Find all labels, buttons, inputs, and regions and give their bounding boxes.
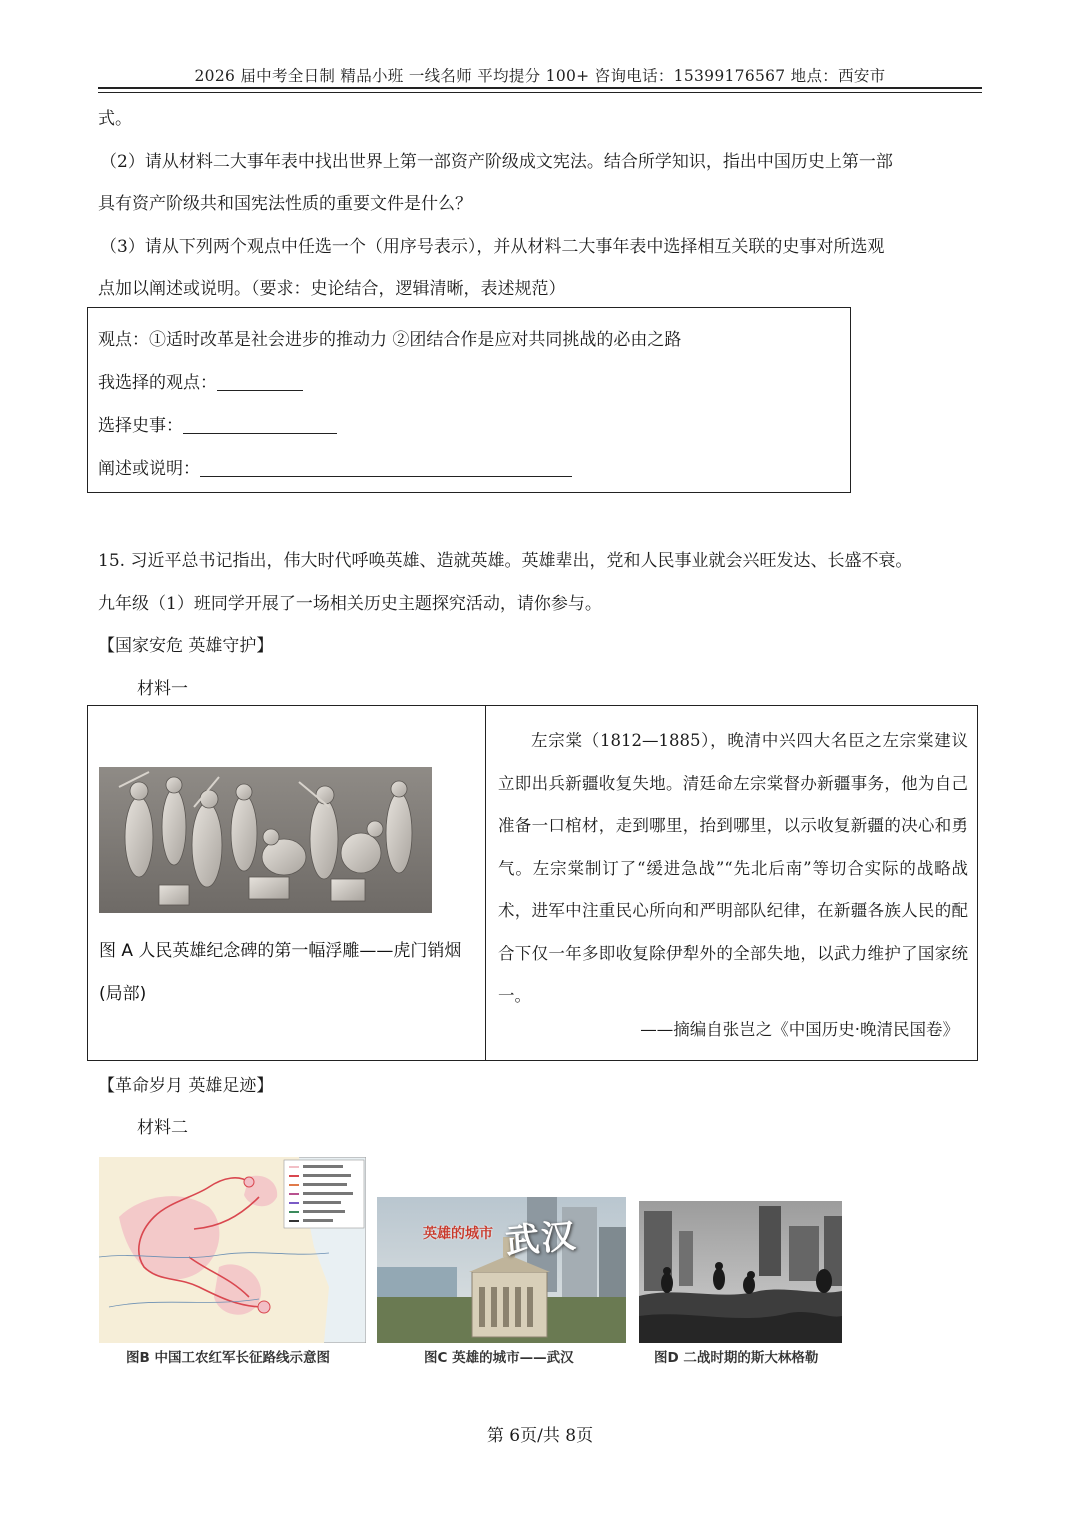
explain-blank[interactable]	[200, 459, 572, 477]
header-rule-thin	[98, 92, 982, 93]
figure-d-caption: 图D 二战时期的斯大林格勒	[654, 1350, 819, 1366]
choice-blank[interactable]	[217, 373, 303, 391]
explain-row	[98, 454, 572, 479]
answer-box	[87, 307, 851, 493]
q14-part2-line1: （2）请从材料二大事年表中找出世界上第一部资产阶级成文宪法。结合所学知识，指出中国历史上第一部	[100, 152, 893, 172]
zuo-zongtang-text	[498, 720, 968, 1018]
q14-part2-line2: 具有资产阶级共和国宪法性质的重要文件是什么？	[98, 194, 472, 214]
page-footer: 第 6页/共 8页	[486, 1426, 594, 1446]
zuo-source: ——摘编自张岂之《中国历史·晚清民国卷》	[640, 1020, 959, 1039]
figure-b-caption: 图B 中国工农红军长征路线示意图	[126, 1350, 330, 1366]
event-label: 选择史事：	[98, 416, 183, 436]
section-heading-2: 【革命岁月 英雄足迹】	[98, 1076, 274, 1096]
q15-intro-line2: 九年级（1）班同学开展了一场相关历史主题探究活动，请你参与。	[98, 594, 602, 614]
choice-row	[98, 368, 303, 393]
material-1-label: 材料一	[137, 679, 188, 699]
q15-intro-line1: 15. 习近平总书记指出，伟大时代呼唤英雄、造就英雄。英雄辈出，党和人民事业就会兴旺发达、长盛不衰。	[98, 551, 913, 571]
wuhan-overlay-text: 英雄的城市	[423, 1226, 493, 1242]
wuhan-image	[377, 1197, 626, 1343]
page-header: 2026 届中考全日制 精品小班 一线名师 平均提分 100+ 咨询电话：15399176567 地点：西安市	[194, 67, 886, 85]
header-rule	[98, 87, 982, 89]
table-divider	[485, 706, 486, 1060]
zuo-paragraph: 左宗棠（1812—1885），晚清中兴四大名臣之左宗棠建议立即出兵新疆收复失地。清廷命左宗棠督办新疆事务，他为自己准备一口棺材，走到哪里，抬到哪里，以示收复新疆的决心和勇气。左宗棠制订了“缓进急战”“先北后南”等切合实际的战略战术，进军中注重民心所向和严明部队纪律，在新疆各族人民的配合下仅一年多即收复除伊犁外的全部失地，以武力维护了国家统一。	[498, 731, 968, 1005]
figure-a-caption: 图 A 人民英雄纪念碑的第一幅浮雕——虎门销烟(局部)	[99, 941, 462, 1004]
section-heading-1: 【国家安危 英雄守护】	[98, 636, 274, 656]
material-1-table	[87, 705, 978, 1061]
explain-label: 阐述或说明：	[98, 459, 200, 479]
event-row	[98, 411, 337, 436]
wuhan-photo	[377, 1197, 626, 1343]
q14-part3-line2: 点加以阐述或说明。（要求：史论结合，逻辑清晰，表述规范）	[98, 279, 566, 299]
stalingrad-image	[639, 1201, 842, 1343]
q14-continuation: 式。	[98, 109, 132, 129]
relief-sculpture-image	[99, 767, 432, 913]
choice-label: 我选择的观点：	[98, 373, 217, 393]
figure-c-caption: 图C 英雄的城市——武汉	[424, 1350, 574, 1366]
material-2-label: 材料二	[137, 1118, 188, 1138]
long-march-map-image	[99, 1157, 366, 1343]
event-blank[interactable]	[183, 416, 337, 434]
views-text: 观点：①适时改革是社会进步的推动力 ②团结合作是应对共同挑战的必由之路	[98, 330, 682, 350]
wuhan-big-text: 武汉	[503, 1215, 579, 1263]
q14-part3-line1: （3）请从下列两个观点中任选一个（用序号表示），并从材料二大事年表中选择相互关联的史事对所选观	[100, 237, 885, 257]
